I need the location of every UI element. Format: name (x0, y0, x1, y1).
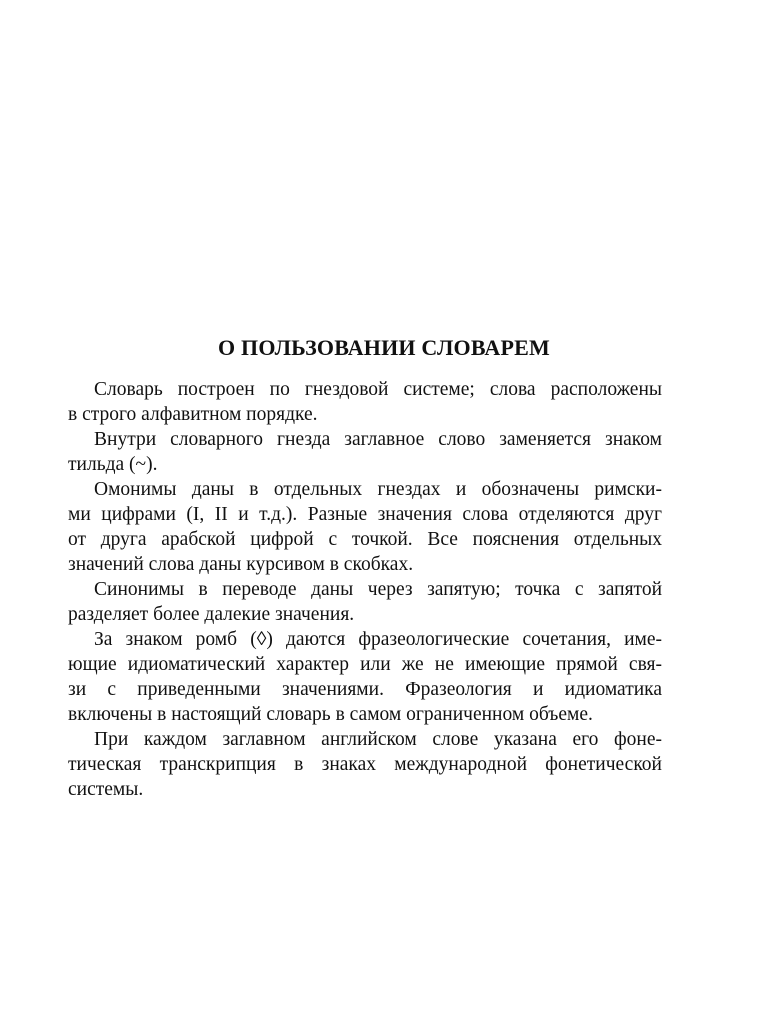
paragraph-5-line-3: зи с приведенными значениями. Фразеология и идиоматика (68, 679, 662, 700)
paragraph-5-line-1: За знаком ромб (◊) даются фразеологические сочетания, име- (94, 629, 662, 650)
paragraph-3-line-2: ми цифрами (I, II и т.д.). Разные значения слова отделяются друг (68, 504, 662, 525)
paragraph-1-line-1: Словарь построен по гнездовой системе; слова расположены (94, 379, 662, 400)
paragraph-5-line-4: включены в настоящий словарь в самом ограниченном объеме. (68, 704, 593, 725)
paragraph-5-line-2: ющие идиоматический характер или же не имеющие прямой свя- (68, 654, 662, 675)
paragraph-3-line-4: значений слова даны курсивом в скобках. (68, 554, 414, 575)
paragraph-3-line-3: от друга арабской цифрой с точкой. Все пояснения отдельных (68, 529, 662, 550)
paragraph-2-line-1: Внутри словарного гнезда заглавное слово заменяется знаком (94, 429, 662, 450)
paragraph-3-line-1: Омонимы даны в отдельных гнездах и обозначены римски- (94, 479, 662, 500)
paragraph-6-line-1: При каждом заглавном английском слове указана его фоне- (94, 729, 662, 750)
paragraph-4-line-1: Синонимы в переводе даны через запятую; точка с запятой (94, 579, 662, 600)
paragraph-4-line-2: разделяет более далекие значения. (68, 604, 355, 625)
paragraph-6-line-2: тическая транскрипция в знаках международной фонетической (68, 754, 662, 775)
usage-instructions (68, 377, 662, 802)
paragraph-2-line-2: тильда (~). (68, 454, 158, 475)
page-title: О ПОЛЬЗОВАНИИ СЛОВАРЕМ (218, 335, 550, 360)
paragraph-1-line-2: в строго алфавитном порядке. (68, 404, 318, 425)
paragraph-6-line-3: системы. (68, 779, 144, 800)
